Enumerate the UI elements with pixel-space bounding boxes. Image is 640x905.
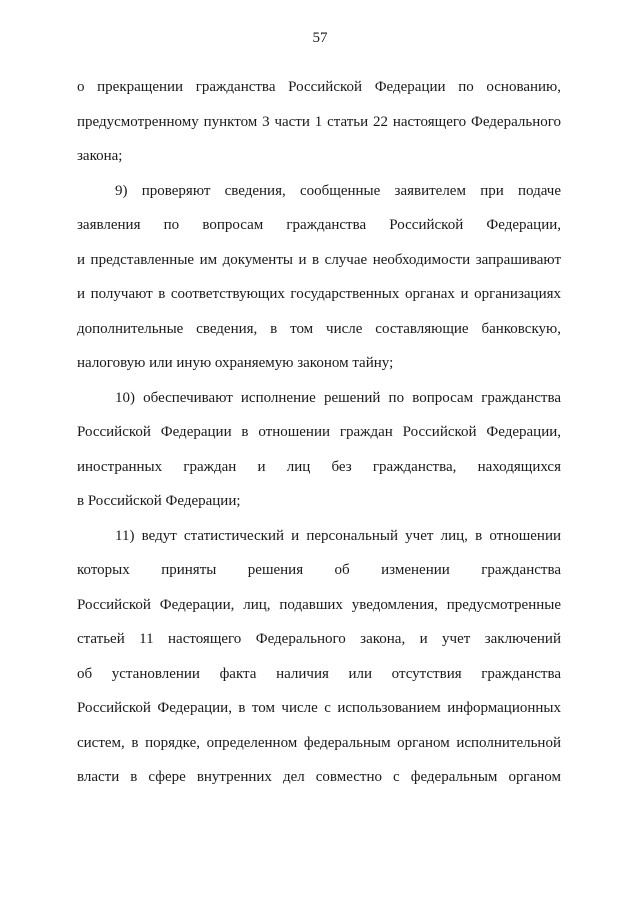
text-line-21: власти в сфере внутренних дел совместно с федеральным органом: [77, 769, 561, 785]
text-line-10: 10) обеспечивают исполнение решений по вопросам гражданства: [115, 389, 561, 406]
text-line-19: Российской Федерации, в том числе с использованием информационных: [77, 700, 561, 716]
page-number: 57: [312, 30, 328, 46]
text-line-6: и представленные им документы и в случае необходимости запрашивают: [77, 251, 561, 268]
text-line-18: об установлении факта наличия или отсутствия гражданства: [77, 665, 561, 682]
text-line-8: дополнительные сведения, в том числе составляющие банковскую,: [77, 320, 561, 337]
text-line-20: систем, в порядке, определенном федеральным органом исполнительной: [77, 734, 561, 751]
text-line-11: Российской Федерации в отношении граждан Российской Федерации,: [77, 424, 561, 440]
text-line-2: предусмотренному пунктом 3 части 1 статьи 22 настоящего Федерального: [77, 113, 561, 130]
text-line-1: о прекращении гражданства Российской Федерации по основанию,: [77, 79, 561, 95]
text-line-16: Российской Федерации, лиц, подавших уведомления, предусмотренные: [77, 596, 561, 613]
text-line-3: закона;: [77, 148, 123, 164]
text-line-7: и получают в соответствующих государственных органах и организациях: [77, 286, 561, 302]
text-line-9: налоговую или иную охраняемую законом тайну;: [77, 355, 394, 371]
text-line-12: иностранных граждан и лиц без гражданства, находящихся: [77, 458, 561, 475]
text-line-14: 11) ведут статистический и персональный учет лиц, в отношении: [115, 527, 561, 544]
text-line-15: которых приняты решения об изменении гражданства: [77, 562, 561, 578]
text-line-4: 9) проверяют сведения, сообщенные заявителем при подаче: [115, 182, 561, 199]
text-line-13: в Российской Федерации;: [77, 493, 241, 509]
text-line-5: заявления по вопросам гражданства Российской Федерации,: [77, 217, 561, 233]
document-body: [77, 76, 561, 801]
text-line-17: статьей 11 настоящего Федерального закона, и учет заключений: [77, 631, 561, 647]
